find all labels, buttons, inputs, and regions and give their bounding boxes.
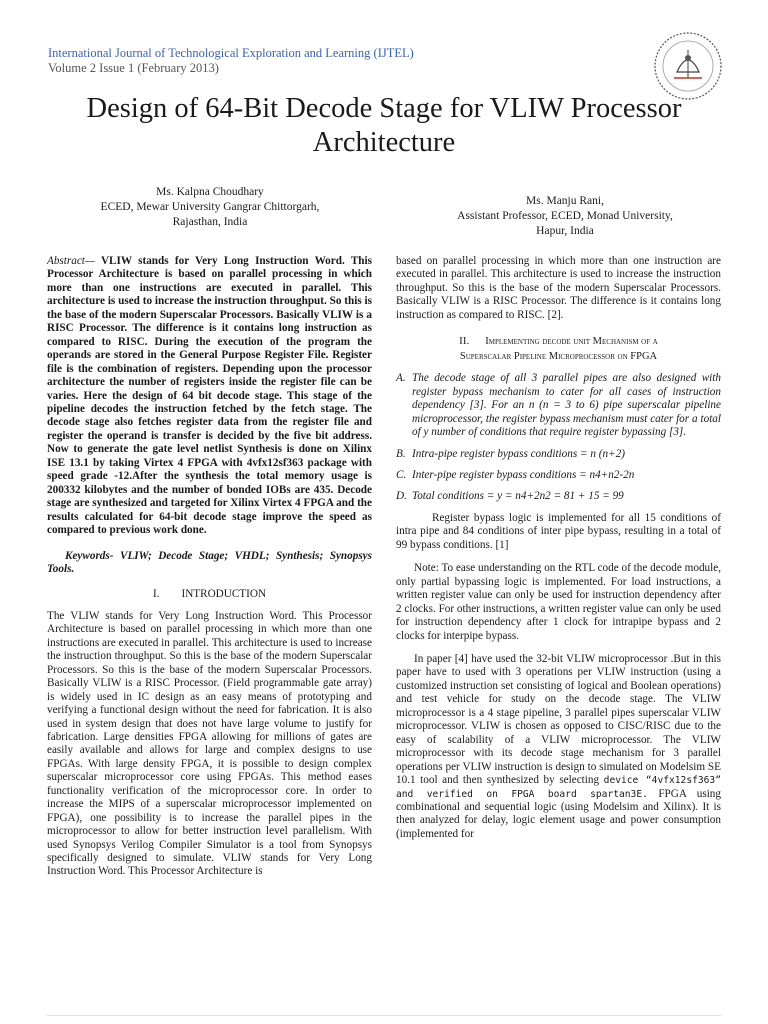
paper-paragraph: In paper [4] have used the 32-bit VLIW microprocessor .But in this paper have to used with 3 operations per VLIW instruction (using a customized instruction set consisting of logical and Boolean operations) and test vehicle for study on the decode stage. The VLIW microprocessor is a 4 stage pipeline, 3 parallel pipes superscalar VLIW microprocessor. VLIW is chosen as opposed to CISC/RISC due to the easy of scalability of a VLIW microprocessor. The VLIW microprocessor with its decode stage mechanism for 3 parallel operations per VLIW instruction is design to simulated on Modelsim SE 10.1 tool and then synthesized by selecting device “4vfx12sf363” and verified on FPGA board spartan3E. FPGA using combinational and sequential logic (using Modelsim and Xilinx). It is then analyzed for delay, logic element usage and power consumption (implemented for bbox=[396, 652, 721, 840]
list-item-a: A. The decode stage of all 3 parallel pipes are also designed with register bypass mechanism to cater for all cases of instruction dependency [3]. For an n (n = 3 to 6) pipe superscalar pipeline microprocessor, the register bypass mechanism must cater for a total of y number of conditions that require register bypassing [3]. bbox=[396, 372, 721, 439]
list-item-b: B. Intra-pipe register bypass conditions = n (n+2) bbox=[396, 447, 625, 460]
author-affiliation: Assistant Professor, ECED, Monad University, bbox=[457, 210, 673, 222]
abstract-lead: Abstract— bbox=[47, 255, 95, 267]
title-line-2: Architecture bbox=[312, 127, 456, 158]
section-heading-introduction: I. INTRODUCTION bbox=[152, 588, 267, 601]
author-affiliation: ECED, Mewar University Gangrar Chittorgarh, bbox=[100, 201, 320, 213]
keywords: Keywords- VLIW; Decode Stage; VHDL; Synthesis; Synopsys Tools. bbox=[47, 549, 372, 575]
journal-header bbox=[48, 46, 414, 76]
author-location: Hapur, India bbox=[536, 225, 594, 237]
journal-volume: Volume 2 Issue 1 (February 2013) bbox=[48, 61, 219, 75]
introduction-body: The VLIW stands for Very Long Instruction Word. This Processor Architecture is based on parallel processing in which more than one instructions are executed in parallel. This architecture is used to increase the instruction throughput. So this is the base of the modern Superscalar Processors. So this is the base of the modern Superscalar Processors. Basically VLIW is a RISC Processor. (Field programmable gate array) is widely used in IC design as an easy means of prototyping and verifying a functional design without the need for fabrication. It is also used in system design that does not have large volume to justify for fabrication. Large densities FPGA allowing for millions of gates are easily available and allows for large and complex designs to use FPGAs. With large density FPGA, it is possible to design complex superscalar microprocessor core using FPGAs. This method eases functionality verification of the microprocessor core. In order to increase the MIPS of a superscalar microprocessor implemented on FPGA), one possibility is to increase the parallel pipes in the microprocessor to allow for better instruction level parallelism. With used Synopsys Verilog Compiler Simulator is a tool from Synopsys specifically designed to simulate. VLIW stands for Very Long Instruction Word. This Processor Architecture is bbox=[47, 609, 372, 878]
list-item-d: D. Total conditions = y = n4+2n2 = 81 + 15 = 99 bbox=[396, 490, 624, 503]
right-intro-paragraph: based on parallel processing in which more than one instruction are executed in parallel. This architecture is used to increase the instruction throughput. So this is the base of the modern Superscalar Processors. Basically VLIW is a RISC Processor. The difference is it contains long instruction as compared to RISC. [2]. bbox=[396, 255, 721, 321]
author-location: Rajasthan, India bbox=[172, 216, 248, 228]
author-2 bbox=[410, 194, 720, 239]
left-column bbox=[47, 255, 372, 879]
right-column bbox=[396, 255, 721, 841]
footer-divider bbox=[47, 1015, 721, 1016]
title-line-1: Design of 64-Bit Decode Stage for VLIW Processor bbox=[86, 93, 682, 124]
note-paragraph: Note: To ease understanding on the RTL code of the decode module, only partial bypassing logic is implemented. For load instructions, a written register value can only be used for instruction dependency after 2 clocks. For other instructions, a written register value can only be used for instruction dependency after 1 clock for intrapipe bypass and 2 clocks for interpipe bypass. bbox=[396, 562, 721, 642]
bypass-paragraph: Register bypass logic is implemented for all 15 conditions of intra pipe and 84 conditions of inter pipe bypass, resulting in a total of 99 bypass conditions. [1] bbox=[396, 511, 721, 551]
abstract-body: VLIW stands for Very Long Instruction Word. This Processor Architecture is based on parallel processing in which more than one instructions are executed in parallel. This architecture is used to increase the instruction throughput. So this is the base of the modern Superscalar Processors. Basically VLIW is a RISC Processor. The difference is it contains long instruction as compared to RISC. During the execution of the program the operands are stored in the General Purpose Register File. Register file is the combination of registers. Depending upon the processor architecture the number of registers inside the register file can be varies. Here the design of 64 bit decode stage. This stage of the pipeline decodes the instruction fetched by the fetch stage. The decode stage also fetches register data from the register file and register the operand is transfer is decided by the five bit address. Now to generate the gate level netlist Synthesis is done on Xilinx ISE 13.1 by taking Virtex 4 FPGA with 4vfx12sf363 package with speed grade -12.After the synthesis the total memory usage is 200332 kilobytes and the number of bonded IOBs are 435. Decode stage are synthesized and targeted for Xilinx Virtex 4 FPGA and the results calculated for 64-bit decode stage improve the speed as compared to previous work done. bbox=[47, 255, 372, 537]
journal-name: International Journal of Technological Exploration and Learning (IJTEL) bbox=[48, 46, 414, 60]
author-1 bbox=[60, 185, 360, 230]
abstract bbox=[47, 255, 372, 538]
author-name: Ms. Kalpna Choudhary bbox=[156, 186, 264, 198]
author-name: Ms. Manju Rani, bbox=[526, 195, 604, 207]
paper-title bbox=[40, 92, 728, 160]
list-item-c: C. Inter-pipe register bypass conditions = n4+n2-2n bbox=[396, 468, 635, 481]
section-heading-decode-unit: II. Implementing decode unit Mechanism of a Superscalar Pipeline Microprocessor on FPGA bbox=[459, 335, 658, 363]
